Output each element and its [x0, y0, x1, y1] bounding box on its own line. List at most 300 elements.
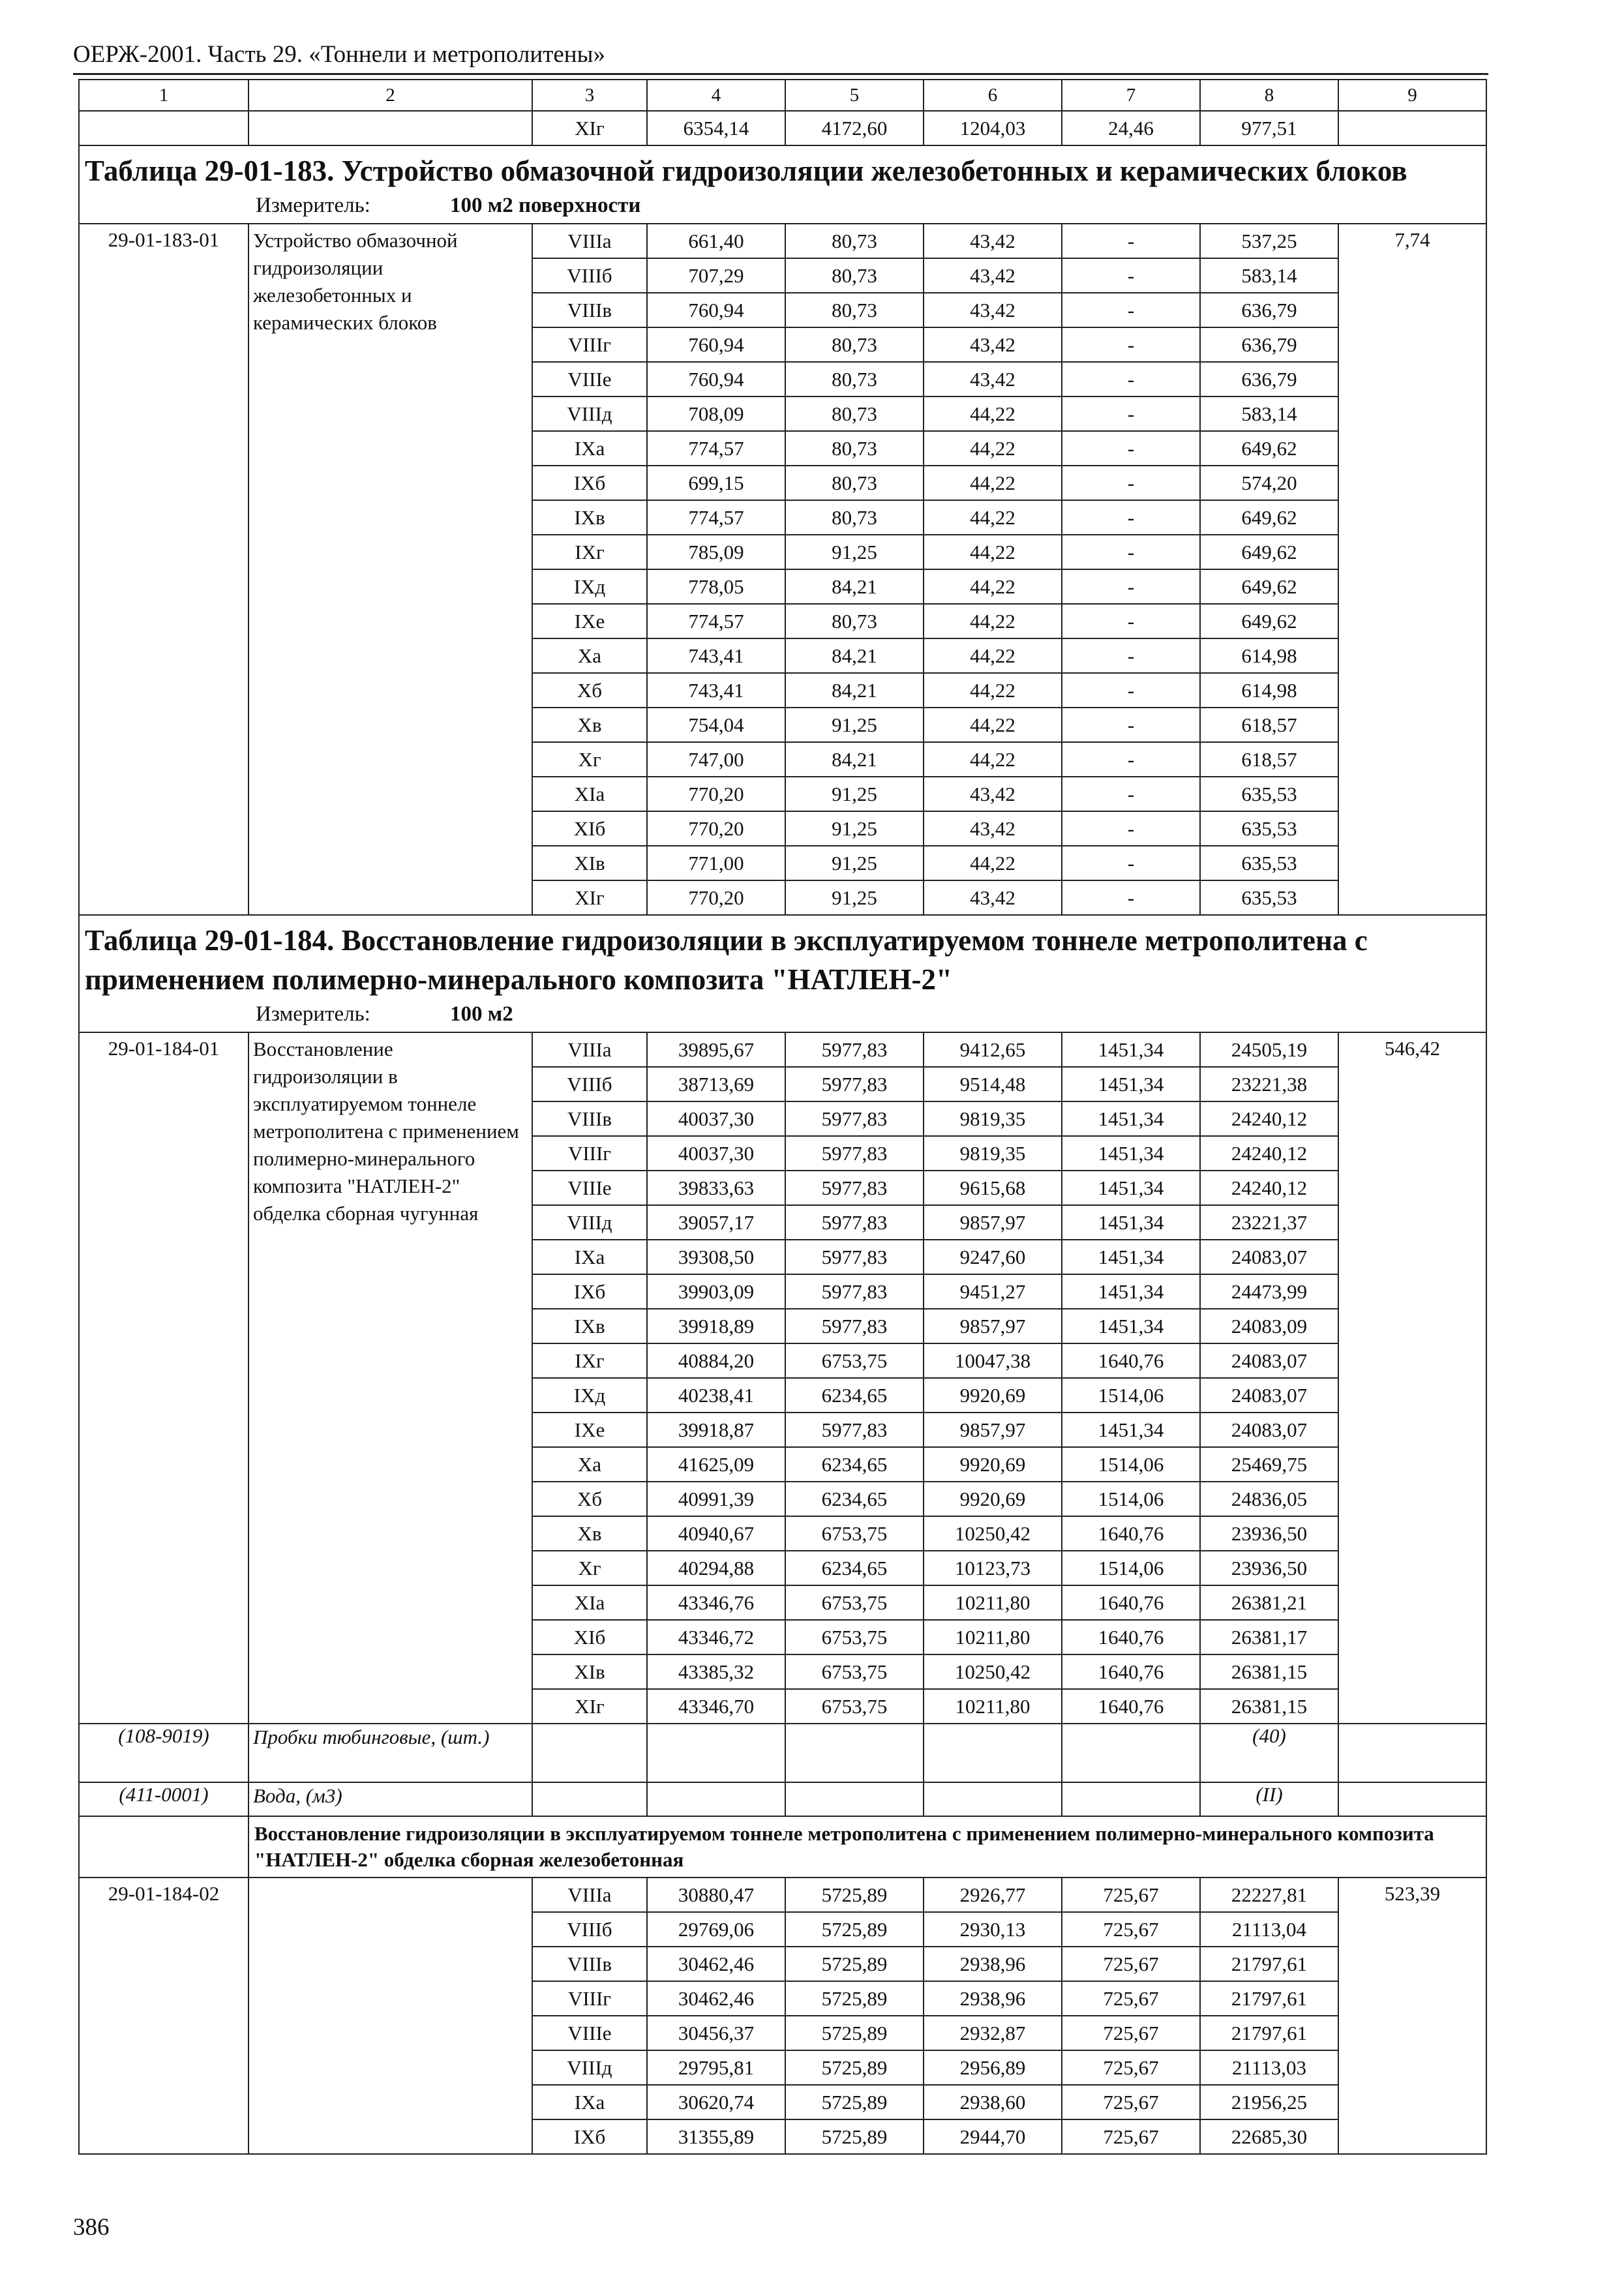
- value-cell: 9920,69: [924, 1447, 1062, 1482]
- value-cell: 9857,97: [924, 1309, 1062, 1343]
- value-cell: -: [1062, 708, 1200, 742]
- empty-cell: [532, 1782, 647, 1816]
- value-cell: 44,22: [924, 500, 1062, 535]
- rates-table: [78, 79, 1487, 2155]
- value-cell: 44,22: [924, 742, 1062, 777]
- value-cell: 23936,50: [1200, 1516, 1338, 1551]
- value-cell: 24083,07: [1200, 1413, 1338, 1447]
- value-cell: 40037,30: [647, 1136, 785, 1171]
- value-cell: 649,62: [1200, 535, 1338, 569]
- table-183-title: Таблица 29-01-183. Устройство обмазочной гидроизоляции железобетонных и керамических блоков: [85, 155, 1407, 187]
- value-cell: 91,25: [785, 811, 924, 846]
- category-cell: VIIIд: [532, 1205, 647, 1240]
- value-cell: 10211,80: [924, 1585, 1062, 1620]
- value-cell: 40238,41: [647, 1378, 785, 1413]
- carry-cell: XIг: [532, 111, 647, 145]
- resource-code: (411-0001): [79, 1782, 248, 1816]
- category-cell: XIв: [532, 1654, 647, 1689]
- value-cell: 24240,12: [1200, 1171, 1338, 1205]
- value-cell: 91,25: [785, 535, 924, 569]
- value-cell: 9412,65: [924, 1032, 1062, 1067]
- category-cell: VIIIе: [532, 2016, 647, 2050]
- value-cell: 725,67: [1062, 2119, 1200, 2154]
- table-184-title-row: [79, 915, 1486, 1032]
- item-code: 29-01-183-01: [79, 224, 248, 915]
- column-number: 8: [1200, 80, 1338, 111]
- value-cell: 9819,35: [924, 1101, 1062, 1136]
- header-rule: [73, 73, 1488, 75]
- category-cell: XIг: [532, 1689, 647, 1724]
- value-cell: 23221,37: [1200, 1205, 1338, 1240]
- value-cell: 537,25: [1200, 224, 1338, 258]
- category-cell: IXб: [532, 1274, 647, 1309]
- value-cell: 5977,83: [785, 1136, 924, 1171]
- value-cell: -: [1062, 777, 1200, 811]
- value-cell: 43,42: [924, 777, 1062, 811]
- value-cell: 91,25: [785, 777, 924, 811]
- category-cell: IXд: [532, 1378, 647, 1413]
- value-cell: 39308,50: [647, 1240, 785, 1274]
- page-header: ОЕРЖ-2001. Часть 29. «Тоннели и метрополитены»: [73, 41, 605, 68]
- value-cell: 39918,87: [647, 1413, 785, 1447]
- value-cell: 30462,46: [647, 1947, 785, 1981]
- value-cell: 24473,99: [1200, 1274, 1338, 1309]
- value-cell: 26381,15: [1200, 1654, 1338, 1689]
- value-cell: 754,04: [647, 708, 785, 742]
- value-cell: 5725,89: [785, 1912, 924, 1947]
- category-cell: IXа: [532, 2085, 647, 2119]
- category-cell: Xа: [532, 1447, 647, 1482]
- resource-quantity: (II): [1200, 1782, 1338, 1816]
- column-number: 9: [1338, 80, 1486, 111]
- empty-cell: [785, 1724, 924, 1782]
- value-cell: -: [1062, 327, 1200, 362]
- value-cell: 725,67: [1062, 2050, 1200, 2085]
- table-184-02-row: [79, 1878, 1486, 1912]
- value-cell: -: [1062, 535, 1200, 569]
- value-cell: -: [1062, 569, 1200, 604]
- rates-table-body: [79, 80, 1486, 2154]
- value-cell: 708,09: [647, 396, 785, 431]
- resource-quantity: (40): [1200, 1724, 1338, 1782]
- empty-cell: [924, 1724, 1062, 1782]
- value-cell: 84,21: [785, 742, 924, 777]
- value-cell: -: [1062, 604, 1200, 638]
- value-cell: 2956,89: [924, 2050, 1062, 2085]
- value-cell: 1514,06: [1062, 1551, 1200, 1585]
- column-number: 1: [79, 80, 248, 111]
- value-cell: 44,22: [924, 431, 1062, 466]
- empty-cell: [785, 1782, 924, 1816]
- value-cell: 747,00: [647, 742, 785, 777]
- value-cell: 44,22: [924, 535, 1062, 569]
- value-cell: 21797,61: [1200, 1947, 1338, 1981]
- value-cell: 6753,75: [785, 1343, 924, 1378]
- value-cell: 1514,06: [1062, 1482, 1200, 1516]
- value-cell: 43346,76: [647, 1585, 785, 1620]
- category-cell: VIIIе: [532, 362, 647, 396]
- value-cell: 24083,09: [1200, 1309, 1338, 1343]
- value-cell: 31355,89: [647, 2119, 785, 2154]
- value-cell: 25469,75: [1200, 1447, 1338, 1482]
- value-cell: 1640,76: [1062, 1654, 1200, 1689]
- value-cell: 699,15: [647, 466, 785, 500]
- value-cell: 5725,89: [785, 2016, 924, 2050]
- value-cell: 2938,96: [924, 1947, 1062, 1981]
- value-cell: 5725,89: [785, 2119, 924, 2154]
- category-cell: VIIIг: [532, 1136, 647, 1171]
- value-cell: 24505,19: [1200, 1032, 1338, 1067]
- value-cell: 1451,34: [1062, 1274, 1200, 1309]
- value-cell: 5725,89: [785, 1947, 924, 1981]
- value-cell: 1451,34: [1062, 1205, 1200, 1240]
- item-description: Устройство обмазочной гидроизоляции железобетонных и керамических блоков: [248, 224, 532, 915]
- resource-name: Пробки тюбинговые, (шт.): [248, 1724, 532, 1782]
- value-cell: 2944,70: [924, 2119, 1062, 2154]
- value-cell: 9247,60: [924, 1240, 1062, 1274]
- value-cell: 44,22: [924, 569, 1062, 604]
- value-cell: 30880,47: [647, 1878, 785, 1912]
- category-cell: IXа: [532, 1240, 647, 1274]
- value-cell: 5725,89: [785, 1878, 924, 1912]
- value-cell: 1451,34: [1062, 1136, 1200, 1171]
- empty-cell: [1062, 1724, 1200, 1782]
- value-cell: 574,20: [1200, 466, 1338, 500]
- value-cell: 6234,65: [785, 1551, 924, 1585]
- table-183-title-cell: [79, 145, 1486, 224]
- value-cell: 1451,34: [1062, 1309, 1200, 1343]
- category-cell: IXв: [532, 500, 647, 535]
- value-cell: 6753,75: [785, 1516, 924, 1551]
- category-cell: XIг: [532, 880, 647, 915]
- value-cell: 39918,89: [647, 1309, 785, 1343]
- category-cell: VIIIд: [532, 2050, 647, 2085]
- category-cell: IXа: [532, 431, 647, 466]
- value-cell: -: [1062, 880, 1200, 915]
- value-cell: 6753,75: [785, 1689, 924, 1724]
- value-cell: 9857,97: [924, 1413, 1062, 1447]
- category-cell: VIIIб: [532, 1912, 647, 1947]
- category-cell: XIб: [532, 811, 647, 846]
- table-184-title-cell: [79, 915, 1486, 1032]
- category-cell: IXд: [532, 569, 647, 604]
- item-description: [248, 1878, 532, 2154]
- item-code: 29-01-184-01: [79, 1032, 248, 1724]
- empty-cell: [647, 1782, 785, 1816]
- value-cell: 44,22: [924, 638, 1062, 673]
- value-cell: 39903,09: [647, 1274, 785, 1309]
- value-cell: 39895,67: [647, 1032, 785, 1067]
- category-cell: VIIIг: [532, 327, 647, 362]
- value-cell: 5725,89: [785, 2050, 924, 2085]
- value-cell: 636,79: [1200, 362, 1338, 396]
- value-cell: 5977,83: [785, 1240, 924, 1274]
- value-cell: -: [1062, 258, 1200, 293]
- category-cell: XIв: [532, 846, 647, 880]
- category-cell: Xв: [532, 708, 647, 742]
- value-cell: 40037,30: [647, 1101, 785, 1136]
- value-cell: 9857,97: [924, 1205, 1062, 1240]
- category-cell: Xб: [532, 673, 647, 708]
- value-cell: 2938,96: [924, 1981, 1062, 2016]
- empty-cell: [79, 1816, 248, 1878]
- value-cell: 29769,06: [647, 1912, 785, 1947]
- value-cell: 43,42: [924, 293, 1062, 327]
- value-cell: 80,73: [785, 258, 924, 293]
- value-cell: 770,20: [647, 777, 785, 811]
- value-cell: 725,67: [1062, 1981, 1200, 2016]
- labor-norm: 7,74: [1338, 224, 1486, 915]
- value-cell: 91,25: [785, 708, 924, 742]
- value-cell: 785,09: [647, 535, 785, 569]
- empty-cell: [532, 1724, 647, 1782]
- value-cell: 43,42: [924, 224, 1062, 258]
- category-cell: Xв: [532, 1516, 647, 1551]
- column-number: 4: [647, 80, 785, 111]
- category-cell: Xа: [532, 638, 647, 673]
- value-cell: 5977,83: [785, 1309, 924, 1343]
- value-cell: 5725,89: [785, 2085, 924, 2119]
- value-cell: 40294,88: [647, 1551, 785, 1585]
- value-cell: 760,94: [647, 293, 785, 327]
- value-cell: 91,25: [785, 846, 924, 880]
- category-cell: IXе: [532, 604, 647, 638]
- value-cell: 44,22: [924, 396, 1062, 431]
- value-cell: 618,57: [1200, 742, 1338, 777]
- empty-cell: [924, 1782, 1062, 1816]
- category-cell: IXг: [532, 1343, 647, 1378]
- empty-cell: [1338, 1782, 1486, 1816]
- value-cell: 9451,27: [924, 1274, 1062, 1309]
- value-cell: -: [1062, 431, 1200, 466]
- value-cell: -: [1062, 742, 1200, 777]
- value-cell: -: [1062, 638, 1200, 673]
- value-cell: 23221,38: [1200, 1067, 1338, 1101]
- value-cell: 6753,75: [785, 1620, 924, 1654]
- category-cell: VIIIа: [532, 224, 647, 258]
- value-cell: 636,79: [1200, 293, 1338, 327]
- table-184-measure: [85, 999, 1481, 1029]
- value-cell: 760,94: [647, 362, 785, 396]
- value-cell: 1451,34: [1062, 1101, 1200, 1136]
- value-cell: 91,25: [785, 880, 924, 915]
- value-cell: 583,14: [1200, 258, 1338, 293]
- value-cell: 24240,12: [1200, 1136, 1338, 1171]
- value-cell: 80,73: [785, 362, 924, 396]
- value-cell: 40884,20: [647, 1343, 785, 1378]
- category-cell: VIIIб: [532, 258, 647, 293]
- value-cell: 1451,34: [1062, 1240, 1200, 1274]
- value-cell: 9615,68: [924, 1171, 1062, 1205]
- category-cell: VIIIв: [532, 1947, 647, 1981]
- value-cell: 10047,38: [924, 1343, 1062, 1378]
- value-cell: 10211,80: [924, 1620, 1062, 1654]
- value-cell: 44,22: [924, 604, 1062, 638]
- value-cell: 771,00: [647, 846, 785, 880]
- category-cell: VIIIг: [532, 1981, 647, 2016]
- value-cell: 1640,76: [1062, 1689, 1200, 1724]
- value-cell: 661,40: [647, 224, 785, 258]
- table-184-title: Таблица 29-01-184. Восстановление гидроизоляции в эксплуатируемом тоннеле метрополитена с применением полимерно-минерального композита "НАТЛЕН-2": [85, 924, 1368, 996]
- value-cell: 635,53: [1200, 777, 1338, 811]
- value-cell: 10123,73: [924, 1551, 1062, 1585]
- value-cell: 44,22: [924, 673, 1062, 708]
- column-number: 5: [785, 80, 924, 111]
- value-cell: 707,29: [647, 258, 785, 293]
- value-cell: 1640,76: [1062, 1343, 1200, 1378]
- value-cell: -: [1062, 500, 1200, 535]
- value-cell: 43385,32: [647, 1654, 785, 1689]
- value-cell: 44,22: [924, 708, 1062, 742]
- value-cell: 2932,87: [924, 2016, 1062, 2050]
- value-cell: 80,73: [785, 431, 924, 466]
- value-cell: 583,14: [1200, 396, 1338, 431]
- value-cell: 29795,81: [647, 2050, 785, 2085]
- value-cell: 649,62: [1200, 604, 1338, 638]
- value-cell: 6753,75: [785, 1585, 924, 1620]
- value-cell: 6234,65: [785, 1447, 924, 1482]
- table-183-row: [79, 224, 1486, 258]
- empty-cell: [647, 1724, 785, 1782]
- column-number: 6: [924, 80, 1062, 111]
- value-cell: 1451,34: [1062, 1067, 1200, 1101]
- empty-cell: [1338, 1724, 1486, 1782]
- value-cell: 1640,76: [1062, 1516, 1200, 1551]
- value-cell: -: [1062, 362, 1200, 396]
- value-cell: 5977,83: [785, 1101, 924, 1136]
- labor-norm: 523,39: [1338, 1878, 1486, 2154]
- value-cell: 84,21: [785, 638, 924, 673]
- category-cell: IXг: [532, 535, 647, 569]
- value-cell: -: [1062, 224, 1200, 258]
- value-cell: 725,67: [1062, 2016, 1200, 2050]
- value-cell: 21956,25: [1200, 2085, 1338, 2119]
- value-cell: 21113,03: [1200, 2050, 1338, 2085]
- value-cell: 635,53: [1200, 846, 1338, 880]
- value-cell: 43,42: [924, 811, 1062, 846]
- category-cell: XIб: [532, 1620, 647, 1654]
- value-cell: 80,73: [785, 500, 924, 535]
- value-cell: 84,21: [785, 569, 924, 604]
- value-cell: 23936,50: [1200, 1551, 1338, 1585]
- value-cell: -: [1062, 811, 1200, 846]
- value-cell: 1451,34: [1062, 1032, 1200, 1067]
- value-cell: 22227,81: [1200, 1878, 1338, 1912]
- category-cell: VIIIе: [532, 1171, 647, 1205]
- item-description: Восстановление гидроизоляции в эксплуатируемом тоннеле метрополитена с применением полимерно-минерального композита "НАТЛЕН-2" обделка сборная чугунная: [248, 1032, 532, 1724]
- column-number: 7: [1062, 80, 1200, 111]
- value-cell: 1514,06: [1062, 1447, 1200, 1482]
- value-cell: 5977,83: [785, 1274, 924, 1309]
- value-cell: 43,42: [924, 362, 1062, 396]
- value-cell: 9920,69: [924, 1482, 1062, 1516]
- value-cell: 5977,83: [785, 1067, 924, 1101]
- value-cell: 30462,46: [647, 1981, 785, 2016]
- value-cell: 44,22: [924, 846, 1062, 880]
- value-cell: 9514,48: [924, 1067, 1062, 1101]
- value-cell: 2930,13: [924, 1912, 1062, 1947]
- value-cell: 26381,17: [1200, 1620, 1338, 1654]
- measure-value: 100 м2: [450, 1002, 513, 1026]
- table-183-measure: [85, 190, 1481, 220]
- value-cell: 5977,83: [785, 1413, 924, 1447]
- value-cell: 725,67: [1062, 1878, 1200, 1912]
- value-cell: 5977,83: [785, 1205, 924, 1240]
- category-cell: IXб: [532, 466, 647, 500]
- value-cell: 44,22: [924, 466, 1062, 500]
- value-cell: 649,62: [1200, 500, 1338, 535]
- value-cell: 30456,37: [647, 2016, 785, 2050]
- category-cell: IXв: [532, 1309, 647, 1343]
- value-cell: 41625,09: [647, 1447, 785, 1482]
- value-cell: -: [1062, 466, 1200, 500]
- value-cell: 26381,21: [1200, 1585, 1338, 1620]
- column-numbers-row: [79, 80, 1486, 111]
- value-cell: 43346,70: [647, 1689, 785, 1724]
- resource-row: [79, 1782, 1486, 1816]
- carry-cell: 24,46: [1062, 111, 1200, 145]
- value-cell: 84,21: [785, 673, 924, 708]
- value-cell: 635,53: [1200, 880, 1338, 915]
- value-cell: 43,42: [924, 258, 1062, 293]
- value-cell: 618,57: [1200, 708, 1338, 742]
- value-cell: 5977,83: [785, 1171, 924, 1205]
- subheading-row: [79, 1816, 1486, 1878]
- value-cell: 6234,65: [785, 1482, 924, 1516]
- value-cell: 649,62: [1200, 569, 1338, 604]
- category-cell: VIIIв: [532, 293, 647, 327]
- value-cell: 21113,04: [1200, 1912, 1338, 1947]
- value-cell: 774,57: [647, 431, 785, 466]
- value-cell: 40991,39: [647, 1482, 785, 1516]
- value-cell: 743,41: [647, 673, 785, 708]
- value-cell: 40940,67: [647, 1516, 785, 1551]
- value-cell: 1451,34: [1062, 1413, 1200, 1447]
- value-cell: 9920,69: [924, 1378, 1062, 1413]
- carry-cell: 4172,60: [785, 111, 924, 145]
- value-cell: 38713,69: [647, 1067, 785, 1101]
- value-cell: 614,98: [1200, 673, 1338, 708]
- carry-row: [79, 111, 1486, 145]
- value-cell: -: [1062, 846, 1200, 880]
- empty-cell: [1338, 111, 1486, 145]
- category-cell: VIIIб: [532, 1067, 647, 1101]
- value-cell: 39057,17: [647, 1205, 785, 1240]
- value-cell: 24083,07: [1200, 1343, 1338, 1378]
- value-cell: 26381,15: [1200, 1689, 1338, 1724]
- value-cell: 24836,05: [1200, 1482, 1338, 1516]
- resource-code: (108-9019): [79, 1724, 248, 1782]
- value-cell: 43,42: [924, 327, 1062, 362]
- value-cell: 30620,74: [647, 2085, 785, 2119]
- value-cell: 774,57: [647, 500, 785, 535]
- value-cell: -: [1062, 673, 1200, 708]
- value-cell: 774,57: [647, 604, 785, 638]
- resource-name: Вода, (м3): [248, 1782, 532, 1816]
- value-cell: 1640,76: [1062, 1620, 1200, 1654]
- measure-value: 100 м2 поверхности: [450, 194, 641, 217]
- value-cell: 9819,35: [924, 1136, 1062, 1171]
- page-number: 386: [73, 2214, 110, 2241]
- subheading: Восстановление гидроизоляции в эксплуатируемом тоннеле метрополитена с применением полимерно-минерального композита "НАТЛЕН-2" обделка сборная железобетонная: [248, 1816, 1486, 1878]
- category-cell: Xг: [532, 742, 647, 777]
- value-cell: 10250,42: [924, 1516, 1062, 1551]
- value-cell: 10250,42: [924, 1654, 1062, 1689]
- resource-row: [79, 1724, 1486, 1782]
- value-cell: 770,20: [647, 880, 785, 915]
- value-cell: 1514,06: [1062, 1378, 1200, 1413]
- value-cell: 24083,07: [1200, 1378, 1338, 1413]
